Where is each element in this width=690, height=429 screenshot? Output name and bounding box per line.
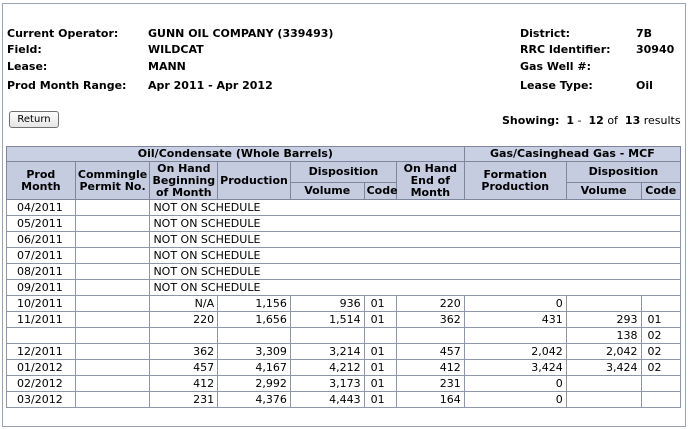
formation-production-cell: 3,424: [464, 360, 566, 376]
prod-month-cell: 12/2011: [7, 344, 76, 360]
prod-month-cell: 10/2011: [7, 296, 76, 312]
production-cell: 3,309: [218, 344, 291, 360]
production-cell: 1,156: [218, 296, 291, 312]
prod-month-range-label: Prod Month Range:: [7, 79, 127, 92]
table-row: [7, 344, 681, 360]
formation-production-cell: [464, 328, 566, 344]
results-count: Showing: 1 - 12 of 13 results: [502, 114, 681, 127]
on-hand-end-cell: 231: [396, 376, 464, 392]
prod-month-cell: 03/2012: [7, 392, 76, 408]
table-row: [7, 264, 681, 280]
col-formation-production: Formation Production: [464, 162, 566, 200]
volume-cell: 1,514: [290, 312, 364, 328]
table-row: [7, 200, 681, 216]
note-cell: NOT ON SCHEDULE: [150, 248, 681, 264]
code-cell: 01: [364, 392, 396, 408]
on-hand-beginning-cell: N/A: [150, 296, 218, 312]
col-gas-volume: Volume: [566, 183, 641, 200]
col-gas-disposition: Disposition: [566, 162, 680, 183]
col-volume: Volume: [290, 183, 364, 200]
gas-well-label: Gas Well #:: [520, 60, 592, 73]
commingle-cell: [75, 392, 150, 408]
production-cell: 1,656: [218, 312, 291, 328]
on-hand-beginning-cell: 220: [150, 312, 218, 328]
volume-cell: 936: [290, 296, 364, 312]
volume-cell: 4,443: [290, 392, 364, 408]
formation-production-cell: 0: [464, 296, 566, 312]
gas-volume-cell: [566, 376, 641, 392]
col-production: Production: [218, 162, 291, 200]
current-operator-value: GUNN OIL COMPANY (339493): [148, 27, 334, 40]
lease-label: Lease:: [7, 60, 48, 73]
gas-code-cell: 02: [641, 328, 681, 344]
col-gas-code: Code: [641, 183, 681, 200]
volume-cell: 3,214: [290, 344, 364, 360]
prod-month-cell: 04/2011: [7, 200, 76, 216]
commingle-cell: [75, 232, 150, 248]
col-on-hand-end: On Hand End of Month: [396, 162, 464, 200]
district-label: District:: [520, 27, 571, 40]
prod-month-cell: 05/2011: [7, 216, 76, 232]
col-prod-month: Prod Month: [7, 162, 76, 200]
commingle-cell: [75, 248, 150, 264]
code-cell: 01: [364, 376, 396, 392]
col-commingle-permit: Commingle Permit No.: [75, 162, 150, 200]
on-hand-beginning-cell: 412: [150, 376, 218, 392]
gas-code-cell: 02: [641, 344, 681, 360]
formation-production-cell: 0: [464, 376, 566, 392]
on-hand-beginning-cell: 457: [150, 360, 218, 376]
volume-cell: 3,173: [290, 376, 364, 392]
code-cell: 01: [364, 344, 396, 360]
formation-production-cell: 431: [464, 312, 566, 328]
commingle-cell: [75, 200, 150, 216]
gas-volume-cell: 2,042: [566, 344, 641, 360]
note-cell: NOT ON SCHEDULE: [150, 264, 681, 280]
code-cell: 01: [364, 312, 396, 328]
on-hand-end-cell: 164: [396, 392, 464, 408]
lease-type-label: Lease Type:: [520, 79, 593, 92]
production-cell: 4,167: [218, 360, 291, 376]
gas-volume-cell: [566, 392, 641, 408]
return-button[interactable]: Return: [9, 111, 59, 128]
commingle-cell: [75, 216, 150, 232]
commingle-cell: [75, 264, 150, 280]
note-cell: NOT ON SCHEDULE: [150, 232, 681, 248]
gas-group-header: Gas/Casinghead Gas - MCF: [464, 147, 680, 162]
on-hand-end-cell: 362: [396, 312, 464, 328]
commingle-cell: [75, 344, 150, 360]
commingle-cell: [75, 296, 150, 312]
gas-code-cell: [641, 296, 681, 312]
prod-month-cell: [7, 328, 76, 344]
prod-month-cell: 06/2011: [7, 232, 76, 248]
rrc-identifier-value: 30940: [636, 43, 675, 56]
district-value: 7B: [636, 27, 653, 40]
formation-production-cell: 0: [464, 392, 566, 408]
code-cell: [364, 328, 396, 344]
gas-volume-cell: 138: [566, 328, 641, 344]
gas-code-cell: [641, 392, 681, 408]
field-value: WILDCAT: [148, 43, 204, 56]
table-row: [7, 216, 681, 232]
prod-month-cell: 07/2011: [7, 248, 76, 264]
volume-cell: [290, 328, 364, 344]
commingle-cell: [75, 360, 150, 376]
oil-group-header: Oil/Condensate (Whole Barrels): [7, 147, 465, 162]
prod-month-cell: 02/2012: [7, 376, 76, 392]
on-hand-end-cell: [396, 328, 464, 344]
table-row: [7, 328, 681, 344]
table-row: [7, 376, 681, 392]
gas-code-cell: 01: [641, 312, 681, 328]
on-hand-end-cell: 220: [396, 296, 464, 312]
on-hand-end-cell: 457: [396, 344, 464, 360]
commingle-cell: [75, 376, 150, 392]
commingle-cell: [75, 312, 150, 328]
note-cell: NOT ON SCHEDULE: [150, 280, 681, 296]
prod-month-cell: 09/2011: [7, 280, 76, 296]
on-hand-end-cell: 412: [396, 360, 464, 376]
table-row: [7, 312, 681, 328]
production-cell: 2,992: [218, 376, 291, 392]
production-cell: 4,376: [218, 392, 291, 408]
gas-code-cell: [641, 376, 681, 392]
table-row: [7, 296, 681, 312]
prod-month-range-value: Apr 2011 - Apr 2012: [148, 79, 273, 92]
note-cell: NOT ON SCHEDULE: [150, 200, 681, 216]
gas-volume-cell: 293: [566, 312, 641, 328]
on-hand-beginning-cell: 231: [150, 392, 218, 408]
on-hand-beginning-cell: 362: [150, 344, 218, 360]
prod-month-cell: 01/2012: [7, 360, 76, 376]
table-row: [7, 232, 681, 248]
lease-type-value: Oil: [636, 79, 653, 92]
prod-month-cell: 11/2011: [7, 312, 76, 328]
col-disposition: Disposition: [290, 162, 396, 183]
table-row: [7, 360, 681, 376]
volume-cell: 4,212: [290, 360, 364, 376]
code-cell: 01: [364, 296, 396, 312]
on-hand-beginning-cell: [150, 328, 218, 344]
lease-value: MANN: [148, 60, 186, 73]
rrc-identifier-label: RRC Identifier:: [520, 43, 611, 56]
commingle-cell: [75, 280, 150, 296]
production-cell: [218, 328, 291, 344]
col-code: Code: [364, 183, 396, 200]
table-row: [7, 280, 681, 296]
gas-volume-cell: 3,424: [566, 360, 641, 376]
current-operator-label: Current Operator:: [7, 27, 119, 40]
note-cell: NOT ON SCHEDULE: [150, 216, 681, 232]
gas-volume-cell: [566, 296, 641, 312]
code-cell: 01: [364, 360, 396, 376]
production-table: [6, 146, 681, 408]
prod-month-cell: 08/2011: [7, 264, 76, 280]
table-row: [7, 392, 681, 408]
col-on-hand-beginning: On Hand Beginning of Month: [150, 162, 218, 200]
gas-code-cell: 02: [641, 360, 681, 376]
field-label: Field:: [7, 43, 42, 56]
formation-production-cell: 2,042: [464, 344, 566, 360]
commingle-cell: [75, 328, 150, 344]
table-row: [7, 248, 681, 264]
